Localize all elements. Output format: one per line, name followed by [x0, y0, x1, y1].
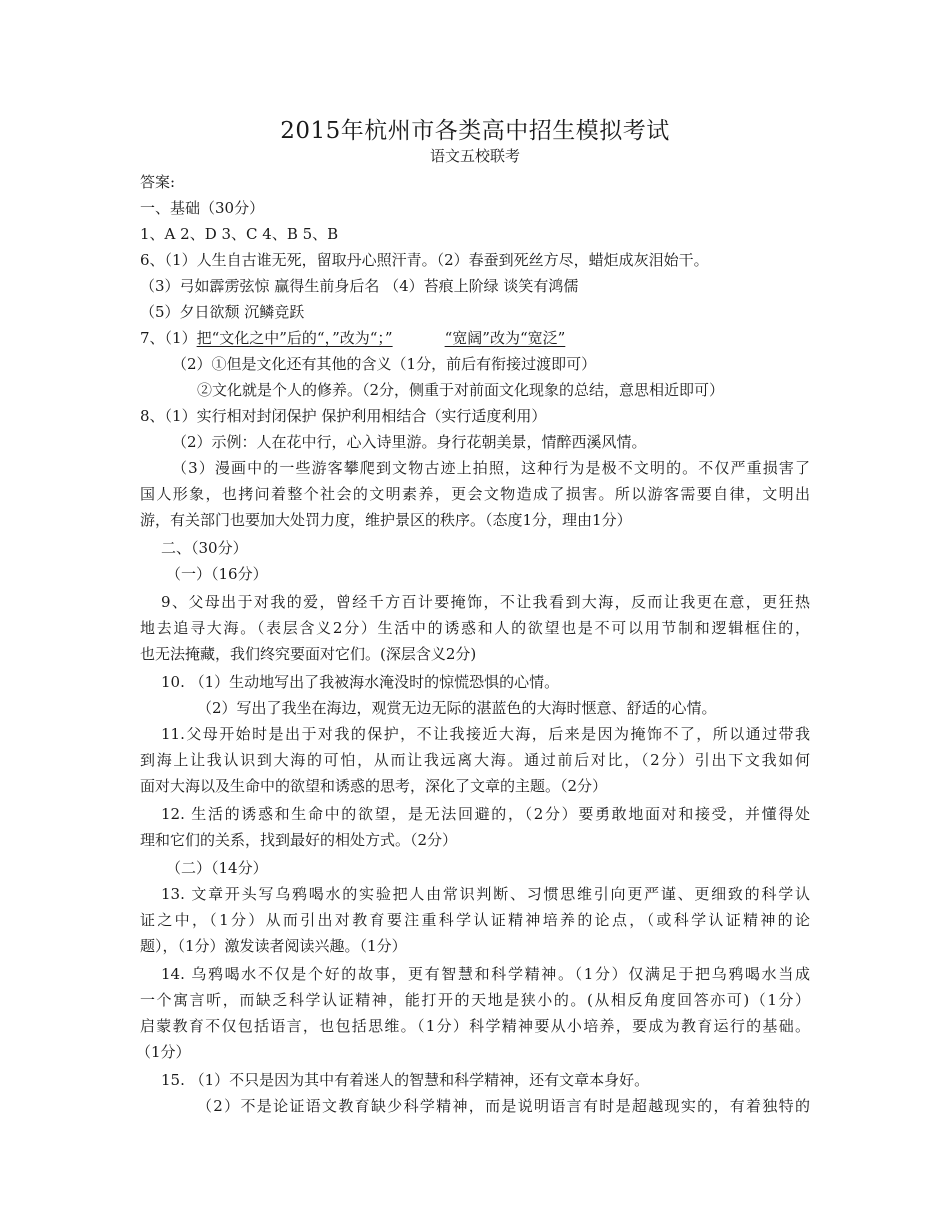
page-title: 2015年杭州市各类高中招生模拟考试 [280, 118, 670, 144]
answer-line [140, 328, 565, 348]
answer-line: 地去追寻大海。（表层含义2分）生活中的诱惑和人的欲望也是不可以用节制和逻辑框住的， [140, 619, 810, 637]
answer-line: 一个寓言听，而缺乏科学认证精神，能打开的天地是狭小的。(从相反角度回答亦可)（1分） [140, 991, 810, 1009]
subsection-heading: （二）（14分） [166, 859, 268, 877]
answer-line: 13. 文章开头写乌鸦喝水的实验把人由常识判断、习惯思维引向更严谨、更细致的科学认 [161, 885, 810, 903]
answer-line: 11.父母开始时是出于对我的保护，不让我接近大海，后来是因为掩饰不了，所以通过带我 [161, 725, 810, 743]
answer-line: （2）写出了我坐在海边，观赏无边无际的湛蓝色的大海时惬意、舒适的心情。 [197, 699, 717, 717]
underlined-answer: “宽阔”改为“宽泛” [444, 329, 566, 347]
answer-line: 6、（1）人生自古谁无死，留取丹心照汗青。（2）春蚕到死丝方尽，蜡炬成灰泪始干。 [140, 251, 709, 269]
answer-number: 7、（1） [140, 329, 197, 347]
answer-line: （2）不是论证语文教育缺少科学精神，而是说明语言有时是超越现实的，有着独特的 [197, 1097, 810, 1115]
answer-line: （5）夕日欲颓 沉鳞竞跃 [140, 303, 305, 321]
answer-line: 游，有关部门也要加大处罚力度，维护景区的秩序。（态度1分，理由1分） [140, 511, 632, 529]
answer-line: （1分） [136, 1043, 191, 1061]
answer-line: 证之中，（1分）从而引出对教育要注重科学认证精神培养的论点，（或科学认证精神的论 [140, 911, 810, 929]
answer-line: 题），（1分）激发读者阅读兴趣。（1分） [140, 937, 407, 955]
answer-line: 10. （1）生动地写出了我被海水淹没时的惊慌恐惧的心情。 [161, 673, 560, 691]
answer-line: （2）①但是文化还有其他的含义（1分，前后有衔接过渡即可） [172, 355, 597, 373]
answer-line: 到海上让我认识到大海的可怕，从而让我远离大海。通过前后对比，（2分）引出下文我如何 [140, 751, 810, 769]
answer-line: 8、（1）实行相对封闭保护 保护利用相结合（实行适度利用） [140, 407, 547, 425]
answer-label: 答案: [140, 173, 176, 191]
subsection-heading: （一）（16分） [166, 565, 268, 583]
answer-line: 国人形象，也拷问着整个社会的文明素养，更会文物造成了损害。所以游客需要自律，文明出 [140, 485, 810, 503]
answer-line: 14. 乌鸦喝水不仅是个好的故事，更有智慧和科学精神。（1分）仅满足于把乌鸦喝水当成 [161, 965, 810, 983]
answer-line: 9、父母出于对我的爱，曾经千方百计要掩饰，不让我看到大海，反而让我更在意，更狂热 [161, 593, 810, 611]
answer-line: ②文化就是个人的修养。（2分，侧重于对前面文化现象的总结，意思相近即可） [197, 381, 725, 399]
page-subtitle: 语文五校联考 [429, 147, 520, 165]
answer-line: （2）示例：人在花中行，心入诗里游。身行花朝美景，情醉西溪风情。 [172, 433, 647, 451]
answer-line: 理和它们的关系，找到最好的相处方式。（2分） [140, 831, 458, 849]
answer-line: （3）漫画中的一些游客攀爬到文物古迹上拍照，这种行为是极不文明的。不仅严重损害了 [172, 459, 810, 477]
answer-line: 也无法掩藏，我们终究要面对它们。(深层含义2分) [140, 645, 477, 663]
section-2-heading: 二、（30分） [161, 539, 248, 557]
answer-line: 1、A 2、D 3、C 4、B 5、B [140, 225, 339, 243]
answer-line: 12. 生活的诱惑和生命中的欲望，是无法回避的，（2分）要勇敢地面对和接受，并懂得处 [161, 805, 810, 823]
answer-line: 15. （1）不只是因为其中有着迷人的智慧和科学精神，还有文章本身好。 [161, 1071, 650, 1089]
section-1-heading: 一、基础（30分） [140, 199, 265, 217]
answer-line: （3）弓如霹雳弦惊 赢得生前身后名 （4）苔痕上阶绿 谈笑有鸿儒 [140, 277, 579, 295]
answer-line: 面对大海以及生命中的欲望和诱惑的思考，深化了文章的主题。（2分） [140, 777, 608, 795]
underlined-answer: 把“文化之中”后的“，”改为“；” [196, 329, 393, 347]
answer-line: 启蒙教育不仅包括语言，也包括思维。（1分）科学精神要从小培养，要成为教育运行的基础。 [140, 1017, 810, 1035]
